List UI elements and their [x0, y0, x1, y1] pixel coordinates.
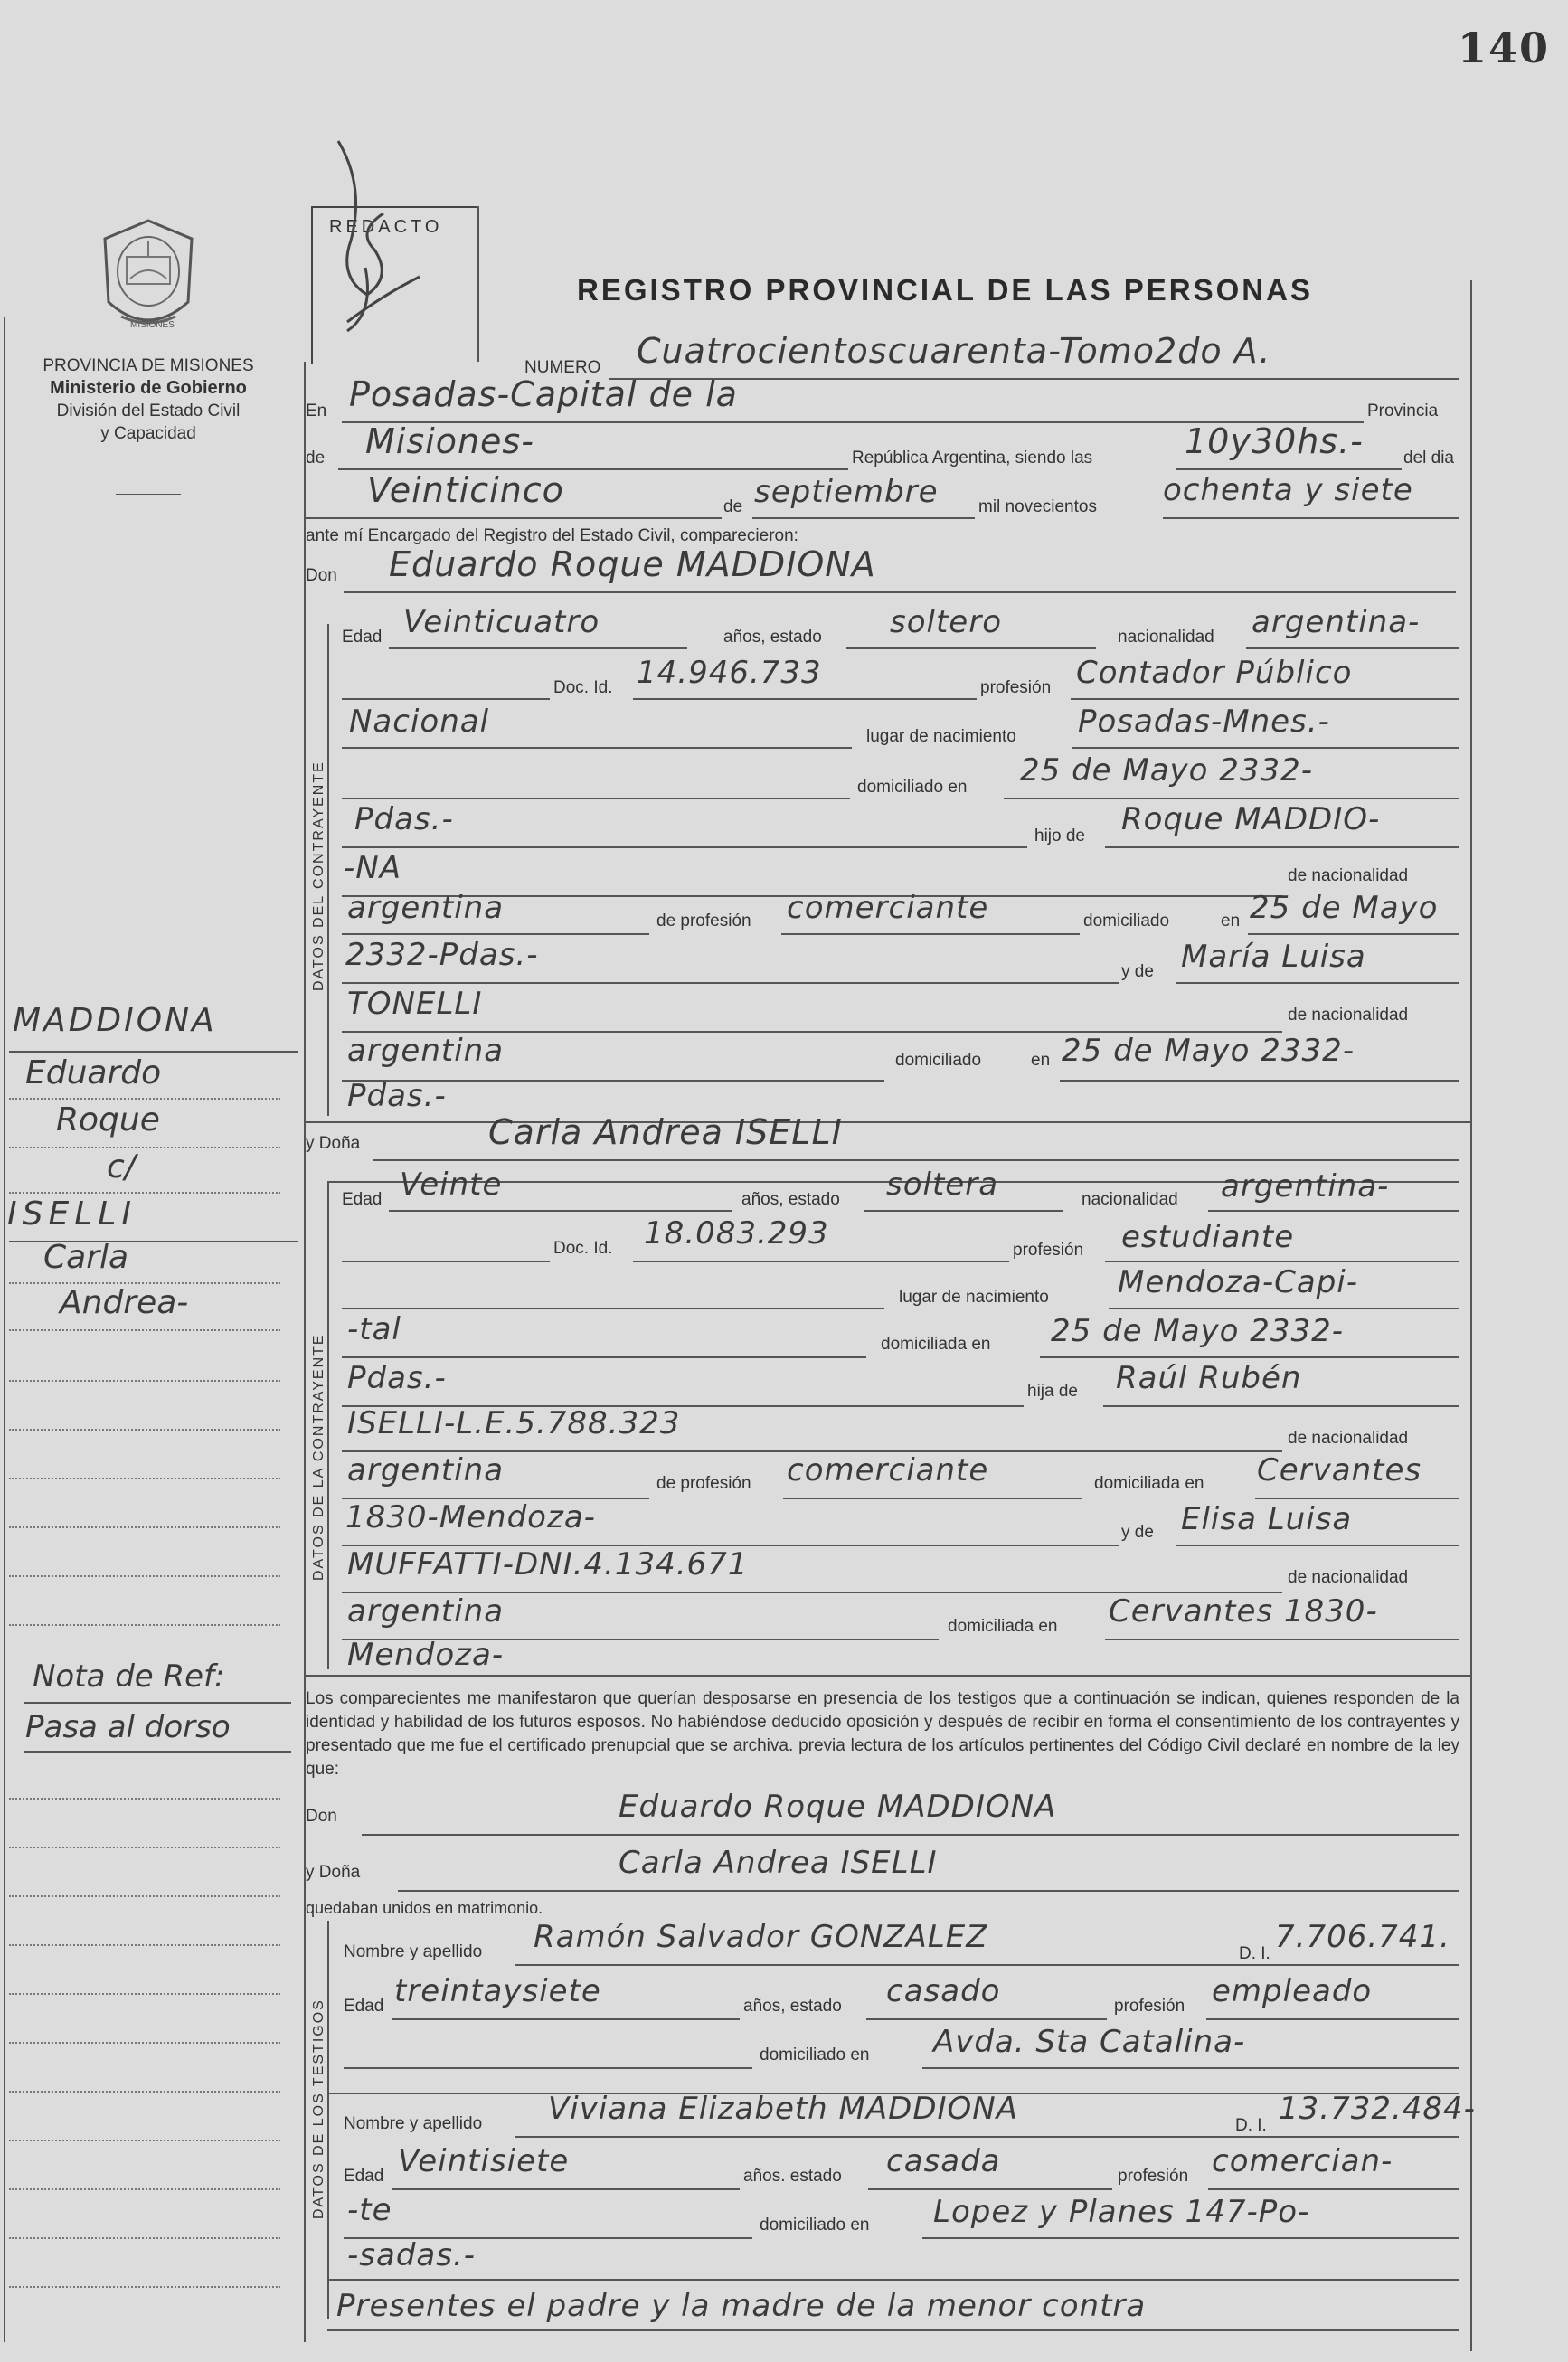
c2-padre-line: [1103, 1405, 1459, 1407]
t2-estado-line: [868, 2188, 1112, 2190]
c1-estado-value: soltero: [890, 604, 1002, 640]
t1-nombre-line: [515, 1964, 1459, 1966]
margin-dot-1: [9, 1098, 280, 1100]
union-dona-value: Carla Andrea ISELLI: [619, 1845, 938, 1881]
t2-dom-label: domiciliado en: [760, 2216, 870, 2234]
final-underline: [327, 2329, 1459, 2331]
union-dona-line: [398, 1890, 1459, 1892]
c1-box-bottom: [306, 1121, 1472, 1123]
c1-domic2-line: [342, 846, 1027, 848]
c2-edad-line: [389, 1210, 732, 1212]
t2-edad-line: [392, 2188, 740, 2190]
c1-madre-line: [1176, 982, 1459, 984]
c2-doc-pre-line: [342, 1261, 550, 1262]
c2-domic-value: 25 de Mayo 2332-: [1051, 1313, 1345, 1349]
provincia-label: Provincia: [1367, 402, 1439, 420]
dona-line: [373, 1159, 1459, 1161]
margin-dot-10: [9, 1575, 280, 1577]
c1-en-label: en: [1221, 912, 1241, 931]
margin-nota-line-2: [24, 1751, 291, 1753]
anio-value: ochenta y siete: [1163, 472, 1413, 508]
margin-dot-9: [9, 1526, 280, 1528]
c1-de-prof-label: de profesión: [656, 912, 751, 931]
t2-prof-line: [1208, 2188, 1459, 2190]
contrayente1-side-label: DATOS DEL CONTRAYENTE: [311, 761, 326, 991]
margin-dot-18: [9, 2091, 280, 2093]
margin-nota-2: Pasa al dorso: [25, 1709, 231, 1745]
t2-nombre-value: Viviana Elizabeth MADDIONA: [548, 2091, 1018, 2127]
ante-text: ante mí Encargado del Registro del Estado Civil, comparecieron:: [306, 526, 798, 545]
c2-lugar2-line: [342, 1356, 866, 1358]
margin-line-1: [9, 1051, 298, 1053]
t2-nombre-label: Nombre y apellido: [344, 2114, 483, 2133]
division-subname: y Capacidad: [100, 424, 196, 443]
margin-dot-22: [9, 2286, 280, 2288]
c1-lugar-line: [1072, 747, 1459, 749]
margin-con: c/: [107, 1148, 136, 1186]
c2-nac-label: nacionalidad: [1082, 1190, 1178, 1209]
c2-doc-label: Doc. Id.: [553, 1239, 613, 1258]
margin-first-2b: Andrea-: [60, 1284, 189, 1321]
c1-hijo-label: hijo de: [1034, 827, 1085, 846]
org-divider: [116, 494, 181, 495]
c1-lugar-value: Posadas-Mnes.-: [1078, 704, 1330, 740]
testigos-side-label: DATOS DE LOS TESTIGOS: [311, 1998, 326, 2219]
margin-nota-1: Nota de Ref:: [33, 1658, 225, 1695]
c2-padre-dom: Cervantes: [1257, 1452, 1422, 1488]
t2-dom2-line: [327, 2279, 1459, 2281]
t1-dom-value: Avda. Sta Catalina-: [933, 2024, 1246, 2060]
margin-dot-2: [9, 1147, 280, 1148]
ministry-name: Ministerio de Gobierno: [50, 378, 247, 398]
c2-estado-line: [864, 1210, 1063, 1212]
c2-nac-line: [1208, 1210, 1459, 1212]
contrayente2-side-label: DATOS DE LA CONTRAYENTE: [311, 1333, 326, 1581]
c1-nac-line: [1246, 647, 1459, 649]
c1-padre-dom2-line: [342, 982, 1119, 984]
union-dona-label: y Doña: [306, 1863, 361, 1882]
c2-padre-value2: ISELLI-L.E.5.788.323: [347, 1405, 681, 1441]
c2-y-de-label: y de: [1121, 1523, 1154, 1542]
t1-edad-label: Edad: [344, 1997, 384, 2016]
c2-madre-dom-line: [1105, 1639, 1459, 1640]
c1-prof-value: Contador Público: [1076, 655, 1353, 691]
c1-domiciliado-label2: domiciliado: [895, 1051, 982, 1070]
t2-dom-value2: -sadas.-: [347, 2237, 477, 2273]
t2-dom-value: Lopez y Planes 147-Po-: [933, 2194, 1310, 2230]
t1-di-label: D. I.: [1239, 1944, 1270, 1963]
mil-label: mil novecientos: [978, 497, 1097, 516]
margin-dot-12: [9, 1798, 280, 1800]
c2-lugar-value2: -tal: [347, 1311, 401, 1347]
c1-domic-label: domiciliado en: [857, 778, 968, 797]
c1-madre-dom: 25 de Mayo 2332-: [1062, 1033, 1355, 1069]
c1-prof-value2: Nacional: [349, 704, 490, 740]
t2-di-label: D. I.: [1235, 2116, 1267, 2135]
c1-doc-value: 14.946.733: [637, 655, 822, 691]
c2-edad-value: Veinte: [400, 1167, 503, 1203]
c1-domic-value2: Pdas.-: [354, 801, 454, 837]
contrayente1-box-left: [327, 624, 329, 1116]
c1-lugar-label: lugar de nacimiento: [866, 727, 1016, 746]
t1-nombre-label: Nombre y apellido: [344, 1942, 483, 1961]
c1-padre-line: [1105, 846, 1459, 848]
t2-prof-label: profesión: [1118, 2167, 1189, 2186]
t2-di-value: 13.732.484-: [1279, 2091, 1476, 2127]
margin-dot-6: [9, 1380, 280, 1382]
c1-padre-prof: comerciante: [787, 890, 989, 926]
mes-line: [752, 517, 975, 519]
mes-value: septiembre: [754, 474, 939, 510]
union-don-label: Don: [306, 1807, 337, 1826]
quedaban-text: quedaban unidos en matrimonio.: [306, 1899, 543, 1917]
c2-prof-label: profesión: [1013, 1241, 1084, 1260]
c1-doc-line: [633, 698, 977, 700]
c1-doc-label: Doc. Id.: [553, 678, 613, 697]
margin-dot-14: [9, 1895, 280, 1897]
redacto-box-right: [477, 206, 479, 362]
c1-edad-value: Veinticuatro: [403, 604, 600, 640]
c1-domiciliado-label: domiciliado: [1083, 912, 1170, 931]
margin-dot-3: [9, 1192, 280, 1194]
c2-padre-dom2: 1830-Mendoza-: [345, 1499, 596, 1535]
t1-estado-value: casado: [886, 1973, 1001, 2009]
margin-first-1a: Eduardo: [25, 1054, 162, 1091]
c1-domic-line: [1004, 798, 1459, 799]
de2-label: de: [723, 497, 743, 516]
margin-frame-left: [4, 317, 5, 2342]
t2-anios-label: años. estado: [743, 2167, 842, 2186]
c1-doc-pre-line: [342, 698, 550, 700]
t1-prof-line: [1206, 2018, 1459, 2020]
c1-y-de-label: y de: [1121, 962, 1154, 981]
c2-nac-value: argentina-: [1221, 1168, 1390, 1205]
numero-label: NUMERO: [524, 358, 601, 377]
c1-padre-prof-line: [781, 933, 1080, 935]
numero-value: Cuatrocientoscuarenta-Tomo2do A.: [637, 331, 1271, 371]
c1-padre-nac: argentina: [347, 890, 505, 926]
c2-madre-dom: Cervantes 1830-: [1109, 1593, 1378, 1630]
c1-madre-value: María Luisa: [1181, 939, 1366, 975]
c1-estado-line: [846, 647, 1096, 649]
redacto-signature: [311, 132, 438, 345]
c2-de-prof-label: de profesión: [656, 1474, 751, 1493]
don-line: [344, 591, 1456, 593]
c2-box-bottom: [306, 1675, 1472, 1677]
t1-prof-label: profesión: [1114, 1997, 1185, 2016]
margin-dot-11: [9, 1624, 280, 1626]
t1-di-value: 7.706.741.: [1275, 1919, 1450, 1955]
don-value: Eduardo Roque MADDIONA: [389, 544, 876, 584]
c1-domic-pre-line: [342, 798, 850, 799]
t1-anios-label: años, estado: [743, 1997, 842, 2016]
c2-lugar-label: lugar de nacimiento: [899, 1288, 1049, 1307]
c2-domiciliada-label: domiciliada en: [1094, 1474, 1204, 1493]
c1-de-nac-label2: de nacionalidad: [1288, 1006, 1409, 1025]
don-label: Don: [306, 566, 337, 585]
c2-de-nac-label: de nacionalidad: [1288, 1429, 1409, 1448]
c2-padre-prof-line: [783, 1498, 1082, 1499]
t1-estado-line: [866, 2018, 1107, 2020]
division-name: División del Estado Civil: [56, 402, 241, 420]
en-value: Posadas-Capital de la: [349, 374, 738, 414]
t2-prof-value: comercian-: [1212, 2143, 1393, 2179]
c2-lugar-line: [1109, 1308, 1459, 1309]
c1-de-nac-label: de nacionalidad: [1288, 866, 1409, 885]
de-label: de: [306, 449, 326, 468]
page-number: 140: [1458, 24, 1551, 72]
c2-madre-dom2: Mendoza-: [347, 1637, 505, 1673]
c2-domiciliada-label2: domiciliada en: [948, 1617, 1058, 1636]
c2-domic-label: domiciliada en: [881, 1335, 991, 1354]
t1-nombre-value: Ramón Salvador GONZALEZ: [534, 1919, 988, 1955]
t2-edad-label: Edad: [344, 2167, 384, 2186]
union-don-line: [362, 1834, 1459, 1836]
document-title: REGISTRO PROVINCIAL DE LAS PERSONAS: [577, 273, 1313, 307]
t1-prof-value: empleado: [1212, 1973, 1373, 2009]
c2-lugar-pre-line: [342, 1308, 884, 1309]
c2-anios-label: años, estado: [741, 1190, 840, 1209]
republica-label: República Argentina, siendo las: [852, 449, 1093, 468]
contrayente2-box-left: [327, 1181, 329, 1669]
t2-prof-value2: -te: [347, 2192, 392, 2228]
de-value: Misiones-: [365, 421, 534, 461]
testigos-box-left: [327, 1921, 329, 2319]
c1-padre-value: Roque MADDIO-: [1121, 801, 1381, 837]
t1-dom-pre-line: [344, 2067, 752, 2069]
c1-en-label2: en: [1031, 1051, 1051, 1070]
c1-padre-dom: 25 de Mayo: [1250, 890, 1439, 926]
c1-padre-dom2: 2332-Pdas.-: [345, 937, 539, 973]
c2-padre-value: Raúl Rubén: [1116, 1360, 1302, 1396]
margin-dot-21: [9, 2237, 280, 2239]
c2-padre-dom-line: [1255, 1498, 1459, 1499]
margin-dot-16: [9, 1993, 280, 1995]
c2-madre-line: [1176, 1545, 1459, 1546]
final-line: Presentes el padre y la madre de la menor contra: [336, 2288, 1147, 2324]
c1-madre-value2: TONELLI: [347, 986, 483, 1022]
province-name: PROVINCIA DE MISIONES: [43, 356, 254, 375]
margin-dot-5: [9, 1329, 280, 1331]
c2-prof-line: [1105, 1261, 1459, 1262]
en-label: En: [306, 402, 327, 420]
c2-de-nac-label2: de nacionalidad: [1288, 1568, 1409, 1587]
c1-nac-value: argentina-: [1252, 604, 1421, 640]
hora-value: 10y30hs.-: [1185, 421, 1364, 461]
margin-first-1b: Roque: [56, 1101, 160, 1138]
c2-padre-prof: comerciante: [787, 1452, 989, 1488]
margin-nota-line-1: [24, 1702, 291, 1704]
anio-line: [1163, 517, 1459, 519]
c1-nac-label: nacionalidad: [1118, 628, 1214, 647]
dona-label: y Doña: [306, 1134, 361, 1153]
c2-madre-value2: MUFFATTI-DNI.4.134.671: [347, 1546, 749, 1583]
c2-domic-line: [1040, 1356, 1459, 1358]
c2-padre-nac: argentina: [347, 1452, 505, 1488]
c2-estado-value: soltera: [886, 1167, 999, 1203]
t1-edad-value: treintaysiete: [394, 1973, 601, 2009]
c1-madre-nac: argentina: [347, 1033, 505, 1069]
c2-madre-nac: argentina: [347, 1593, 505, 1630]
t1-dom-label: domiciliado en: [760, 2045, 870, 2064]
c2-domic-value2: Pdas.-: [347, 1360, 447, 1396]
del-dia-label: del dia: [1403, 449, 1454, 468]
c1-prof-line: [1071, 698, 1459, 700]
c1-padre-nac-line: [342, 933, 649, 935]
c2-prof-value: estudiante: [1121, 1219, 1295, 1255]
c1-anios-label: años, estado: [723, 628, 822, 647]
c1-edad-line: [389, 647, 687, 649]
c2-madre-value: Elisa Luisa: [1181, 1501, 1353, 1537]
margin-first-2a: Carla: [43, 1239, 129, 1276]
c1-prof-label: profesión: [980, 678, 1052, 697]
c2-doc-value: 18.083.293: [644, 1215, 829, 1252]
c1-domic-value: 25 de Mayo 2332-: [1020, 752, 1314, 789]
t2-dom-line: [922, 2237, 1459, 2239]
hora-line: [1176, 468, 1402, 470]
c1-padre-value2: -NA: [344, 850, 401, 886]
c2-edad-label: Edad: [342, 1190, 383, 1209]
t2-edad-value: Veintisiete: [398, 2143, 570, 2179]
margin-dot-20: [9, 2188, 280, 2190]
t1-dom-line: [922, 2067, 1459, 2069]
main-frame-right: [1470, 280, 1472, 2351]
c2-doc-line: [633, 1261, 1009, 1262]
declaration-paragraph: Los comparecientes me manifestaron que querían desposarse en presencia de los testigos que a continuación se indican, quienes responden de la identidad y habilidad de los futuros esposos. No habiéndose deducido oposición y después de recibir en forma el consentimiento de los contrayentes y presentado que me fue el certificado prenupcial que se archiva. previa lectura de los artículos pertinentes del Código Civil declaré en nombre de la ley que:: [306, 1689, 1459, 1779]
redacto-label: REDACTO: [329, 217, 443, 237]
margin-dot-8: [9, 1478, 280, 1479]
c1-madre-dom2: Pdas.-: [347, 1078, 447, 1114]
margin-dot-13: [9, 1847, 280, 1848]
dia-value: Veinticinco: [367, 470, 564, 510]
c1-prof2-line: [342, 747, 852, 749]
dia-line: [306, 517, 722, 519]
main-frame-left: [304, 362, 306, 2342]
t1-edad-line: [392, 2018, 740, 2020]
dona-value: Carla Andrea ISELLI: [488, 1112, 843, 1152]
margin-dot-19: [9, 2140, 280, 2141]
margin-dot-7: [9, 1429, 280, 1431]
c1-edad-label: Edad: [342, 628, 383, 647]
seal-ribbon-text: MISIONES: [130, 320, 175, 330]
c2-lugar-value: Mendoza-Capi-: [1118, 1264, 1359, 1300]
t2-nombre-line: [515, 2136, 1459, 2138]
issuing-authority: [13, 354, 284, 445]
c1-padre-dom-line: [1248, 933, 1459, 935]
margin-dot-17: [9, 2042, 280, 2044]
c2-hija-label: hija de: [1027, 1382, 1078, 1401]
t2-estado-value: casada: [886, 2143, 1001, 2179]
margin-dot-15: [9, 1944, 280, 1946]
margin-surname-1: MADDIONA: [13, 1002, 217, 1039]
c1-madre-dom-line: [1060, 1080, 1459, 1082]
union-don-value: Eduardo Roque MADDIONA: [619, 1789, 1057, 1825]
margin-surname-2: ISELLI: [7, 1195, 137, 1233]
